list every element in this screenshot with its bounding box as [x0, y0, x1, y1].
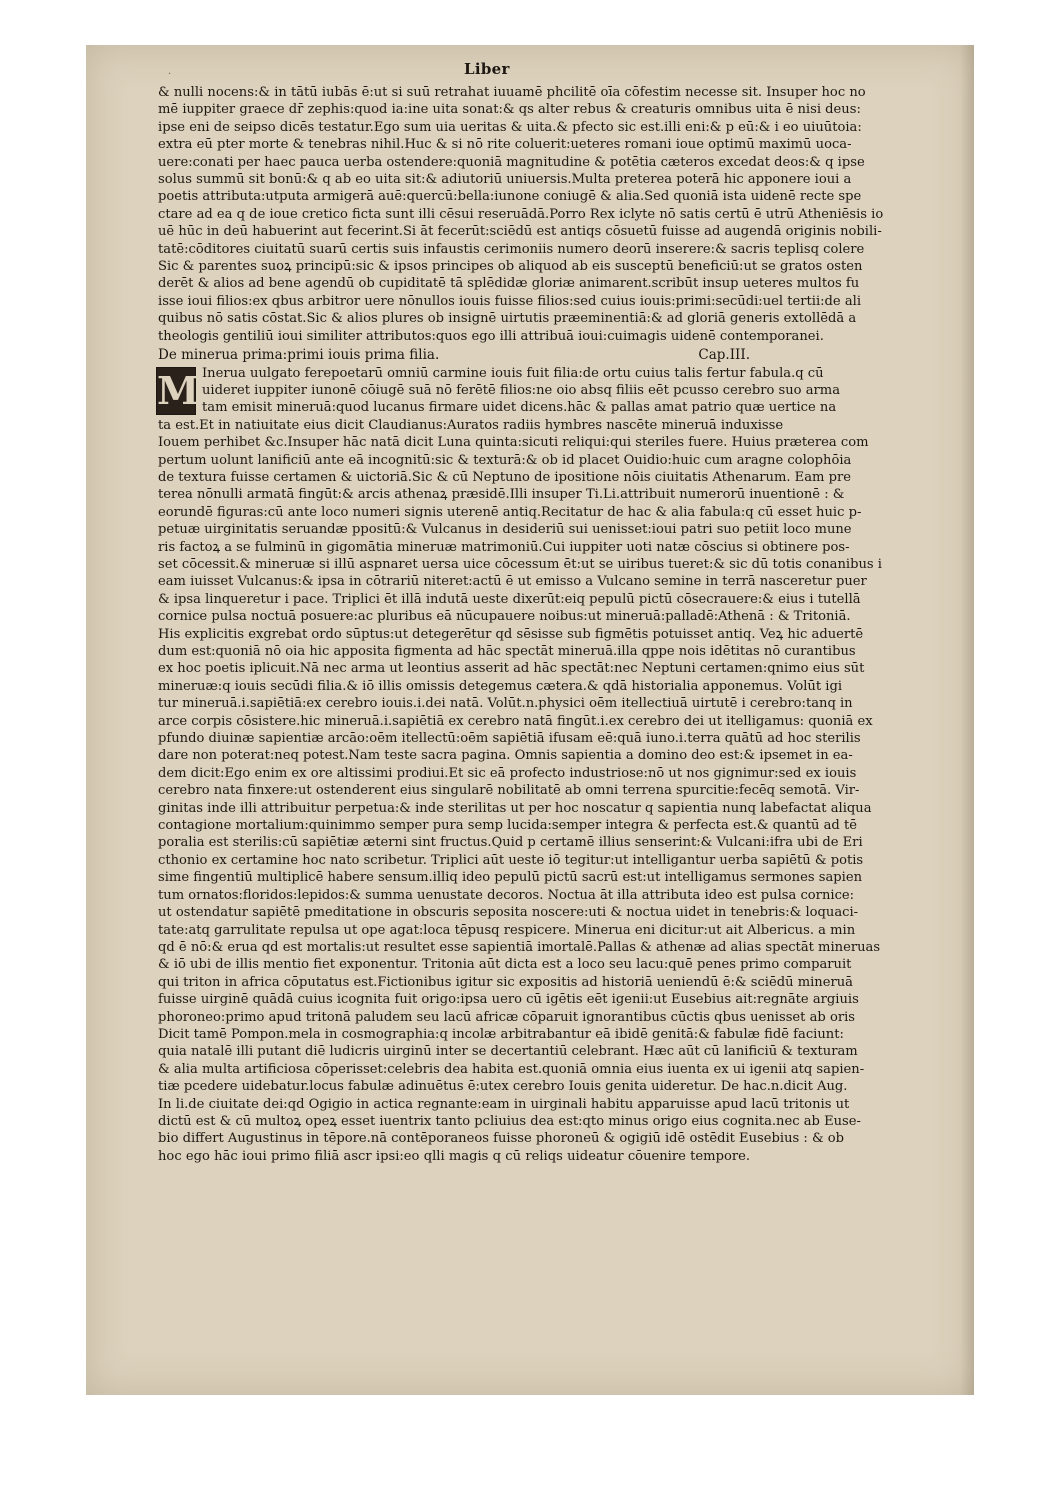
text-line: & alia multa artificiosa cōperisset:celebris dea habita est.quoniā omnia eius iuenta ex ui igenii atq sapien- [158, 1061, 865, 1077]
text-line: theologis gentiliū ioui similiter attributos:quos ego illi attribuā ioui:cuimagis uidenē contemporanei. [158, 328, 824, 344]
text-line: Sic & parentes suoꝝ principū:sic & ipsos principes ob aliquod ab eis susceptū beneficiū:ut se gratos osten [158, 259, 863, 275]
intro-paragraph [158, 84, 884, 345]
text-line: dum est:quoniā nō oia hic apposita figmenta ad hāc spectāt mineruā.illa qppe nois idētitas nō curantibus [158, 644, 856, 659]
running-head: Liber [464, 60, 510, 78]
text-line: His explicitis exgrebat ordo sūptus:ut detegerētur qd sēsisse sub figmētis potuisset antiq. Veꝝ hic aduertē [158, 626, 864, 642]
text-line: eorundē figuras:cū ante loco numeri signis uterenē antiq.Recitatur de hac & alia fabula:q cū esset huic p- [158, 504, 862, 520]
text-line: ex hoc poetis iplicuit.Nā nec arma ut leontius asserit ad hāc spectāt:nec Neptuni certamen:qnimo eius sūt [158, 661, 865, 677]
text-line: uere:conati per haec pauca uerba ostendere:quoniā magnitudine & potētia cæteros excedat deos:& q ipse [158, 154, 865, 170]
chapter-title: De minerua prima:primi iouis prima filia. [158, 347, 440, 364]
text-line: Dicit tamē Pompon.mela in cosmographia:q incolæ arbitrabantur eā ibidē genitā:& fabulæ fidē faciunt: [158, 1026, 844, 1042]
folio-mark: . [168, 66, 172, 77]
text-line: fuisse uirginē quādā cuius icognita fuit origo:ipsa uero cū igētis eēt igenii:ut Eusebius ait:regnāte argiuis [158, 992, 859, 1008]
text-line: ginitas inde illi attribuitur perpetua:& inde sterilitas ut per hoc noscatur q sapientia nunq labefactat aliqua [158, 800, 872, 816]
chapter-paragraph [158, 365, 882, 1166]
text-line: bio differt Augustinus in tēpore.nā contēporaneos fuisse phoroneū & ogigiū idē ostēdit Eusebius : & ob [158, 1131, 845, 1147]
text-line: dare non poterat:neq potest.Nam teste sacra pagina. Omnis sapientia a domino deo est:& ipsemet in ea- [158, 748, 853, 764]
text-line: eam iuisset Vulcanus:& ipsa in cōtrariū niteret:actū ē ut emisso a Vulcano semine in terrā nasceretur puer [158, 574, 867, 590]
text-line: uideret iuppiter iunonē cōiugē suā nō ferētē filios:ne oio absq filiis eēt pcusso cerebro suo arma [202, 382, 841, 398]
text-line: qui triton in africa cōputatus est.Fictionibus igitur sic expositis ad historiā ueniendū ē:& sciēdū mineruā [158, 974, 853, 990]
text-line: tatē:cōditores ciuitatū suarū certis suis infaustis cerimoniis numero deorū inserere:& sacris teplisq colere [158, 241, 865, 257]
text-line: pfundo diuinæ sapientiæ arcāo:oēm itellectū:oēm sapiētiā ifusam eē:quā iuno.i.terra quātū ad hoc sterilis [158, 731, 861, 747]
text-line: tam emisit mineruā:quod lucanus firmare uidet dicens.hāc & pallas amat patrio quæ uertice na [202, 400, 837, 416]
text-line: extra eū pter morte & tenebras nihil.Huc & si nō rite coluerit:ueteres romani ioue optimū maximū uoca- [158, 137, 852, 153]
text-line: ipse eni de seipso dicēs testatur.Ego sum uia ueritas & uita.& pfecto sic est.illi eni:& p eū:& i eo uiuūtoia: [158, 119, 862, 135]
text-line: quia natalē illi putant diē ludicris uirginū inter se decertantiū celebrant. Hæc aūt cū lanificiū & texturam [158, 1044, 858, 1060]
text-line: In li.de ciuitate dei:qd Ogigio in actica regnante:eam in uirginali habitu apparuisse apud lacū tritonis ut [158, 1096, 850, 1112]
text-line: cornice pulsa noctuā posuere:ac pluribus eā nūcupauere noibus:ut mineruā:palladē:Athenā : & Tritoniā. [158, 609, 851, 625]
text-line: mineruæ:q iouis secūdi filia.& iō illis omissis detegemus cætera.& qdā historialia apponemus. Volūt igi [158, 678, 843, 694]
text-line: Iouem perhibet &c.Insuper hāc natā dicit Luna quinta:sicuti reliqui:qui steriles fuere. Huius præterea com [158, 435, 869, 451]
text-line: derēt & alios ad bene agendū ob cupiditatē tā splēdidæ gloriæ animarent.scribūt insup ueteres multos fu [158, 276, 860, 292]
text-line: petuæ uirginitatis seruandæ ppositū:& Vulcanus in desideriū sui uenisset:ioui patri suo petiit loco mune [158, 522, 852, 538]
text-line: & iō ubi de illis mentio fiet exponentur. Tritonia aūt dicta est a loco seu lacu:quē penes primo comparuit [158, 957, 852, 973]
text-line: tate:atq garrulitate repulsa ut ope agat:loca tēpusq respicere. Minerua eni dicitur:ut ait Albericus. a min [158, 922, 856, 938]
text-line: solus summū sit bonū:& q ab eo uita sit:& adiutoriū uniuersis.Multa preterea poterā hic apponere ioui a [158, 172, 852, 188]
text-line: uē hūc in deū habuerint aut fecerint.Si āt fecerūt:sciēdū est antiqs cōsuetū fuisse ad augendā originis nobili- [158, 224, 882, 240]
text-line: ta est.Et in natiuitate eius dicit Claudianus:Auratos radiis hymbres nascēte mineruā induxisse [158, 417, 784, 433]
decorated-initial: M [157, 367, 200, 413]
text-line: dem dicit:Ego enim ex ore altissimi prodiui.Et sic eā profecto industriose:nō ut nos gignimur:sed ex iouis [158, 765, 857, 781]
text-line: cerebro nata finxere:ut ostenderent eius singularē nobilitatē ab omni terrena spurcitie:fecēq semotā. Vir- [158, 783, 860, 799]
text-line: ctare ad ea q de ioue cretico ficta sunt illi cēsui reseruādā.Porro Rex iclyte nō satis certū ē utrū Atheniēsis io [158, 206, 884, 222]
text-line: hoc ego hāc ioui primo filiā ascr ipsi:eo qlli magis q cū reliqs uideatur cōuenire tempore. [158, 1148, 750, 1164]
text-line: ut ostendatur sapiētē pmeditatione in obscuris seposita noscere:uti & noctua uidet in tenebris:& loquaci- [158, 905, 859, 921]
text-line: & nulli nocens:& in tātū iubās ē:ut si suū retrahat iuuamē phcilitē oīa cōfestim necesse sit. Insuper hoc no [158, 85, 866, 100]
chapter-number: Cap.III. [698, 347, 750, 364]
text-line: quibus nō satis cōstat.Sic & alios plures ob insignē uirtutis præeminentiā:& ad gloriā generis extollēdā a [158, 311, 857, 327]
text-line: set cōcessit.& mineruæ si illū aspnaret uersa uice cōcessum ēt:ut se uiribus tueret:& sic dū totis conanibus i [158, 556, 882, 572]
text-line: Inerua uulgato ferepoetarū omniū carmine iouis fuit filia:de ortu cuius talis fertur fabula.q cū [202, 365, 824, 381]
text-block [157, 84, 884, 1165]
text-line: & ipsa linqueretur i pace. Triplici ēt illā indutā ueste dixerūt:eiq pepulū pictū cōsecrauere:& eius i tutellā [158, 591, 861, 607]
text-line: poetis attributa:utputa armigerā auē:quercū:bella:iunone coniugē & alia.Sed quoniā ista uidenē recte spe [158, 189, 862, 205]
text-line: tur mineruā.i.sapiētiā:ex cerebro iouis.i.dei natā. Volūt.n.physici oēm itellectiuā uirtutē i cerebro:tanq in [158, 696, 853, 712]
text-line: arce corpis cōsistere.hic mineruā.i.sapiētiā ex cerebro natā fingūt.i.ex cerebro dei ut itelligamus: quoniā ex [158, 713, 873, 729]
text-line: tum ornatos:floridos:lepidos:& summa uenustate decoros. Noctua āt illa attributa ideo est pulsa cornice: [158, 887, 855, 903]
text-line: poralia est sterilis:cū sapiētiæ æterni sint fructus.Quid p certamē illius senserint:& Vulcani:ifra ubi de Eri [158, 835, 863, 851]
page-edge-shadow [960, 45, 974, 1395]
text-line: mē iuppiter graece dr̄ zephis:quod ia:ine uita sonat:& qs alter rebus & creaturis omnibus uita ē nisi deus: [158, 102, 861, 118]
text-line: terea nōnulli armatā fingūt:& arcis athenaꝝ præsidē.Illi insuper Ti.Li.attribuit numerorū inuentionē : & [158, 487, 845, 503]
text-line: ris factoꝝ a se fulminū in gigomātia mineruæ matrimoniū.Cui iuppiter uoti natæ cōscius si obtinere pos- [158, 539, 850, 555]
text-line: tiæ pcedere uidebatur.locus fabulæ adinuētus ē:utex cerebro Iouis genita uideretur. De hac.n.dicit Aug. [158, 1079, 848, 1095]
text-line: phoroneo:primo apud tritonā paludem seu lacū africæ cōparuit ignorantibus cūctis qbus uenisset ab oris [158, 1009, 855, 1025]
text-line: pertum uolunt lanificiū ante eā incognitū:sic & texturā:& ob id placet Ouidio:huic cum aragne colophōia [158, 452, 852, 468]
text-line: dictū est & cū multoꝝ opeꝝ esset iuentrix tanto pcliuius dea est:qto minus origo eius cognita.nec ab Euse- [158, 1113, 861, 1129]
text-line: isse ioui filios:ex qbus arbitror uere nōnullos iouis fuisse filios:sed cuius iouis:primi:secūdi:uel tertii:de ali [158, 293, 862, 309]
chapter-heading [158, 347, 750, 364]
text-line: qd ē nō:& erua qd est mortalis:ut resultet esse sapientiā imortalē.Pallas & athenæ ad alias spectāt mineruas [158, 939, 881, 955]
text-line: sime fingentiū multiplicē habere sensum.illiq ideo pepulū pictū sacrū est:ut intelligamus sermones sapien [158, 870, 863, 886]
chapter-body [157, 365, 882, 1166]
text-line: cthonio ex certamine hoc nato scribetur. Triplici aūt ueste iō tegitur:ut intelligantur uerba sapiētū & potis [158, 852, 864, 868]
text-line: contagione mortalium:quinimmo semper pura semp lucida:semper integra & perfecta est.& quantū ad tē [158, 818, 857, 834]
text-line: de textura fuisse certamen & uictoriā.Sic & cū Neptuno de ipositione nōis ciuitatis Athenarum. Eam pre [158, 469, 852, 485]
